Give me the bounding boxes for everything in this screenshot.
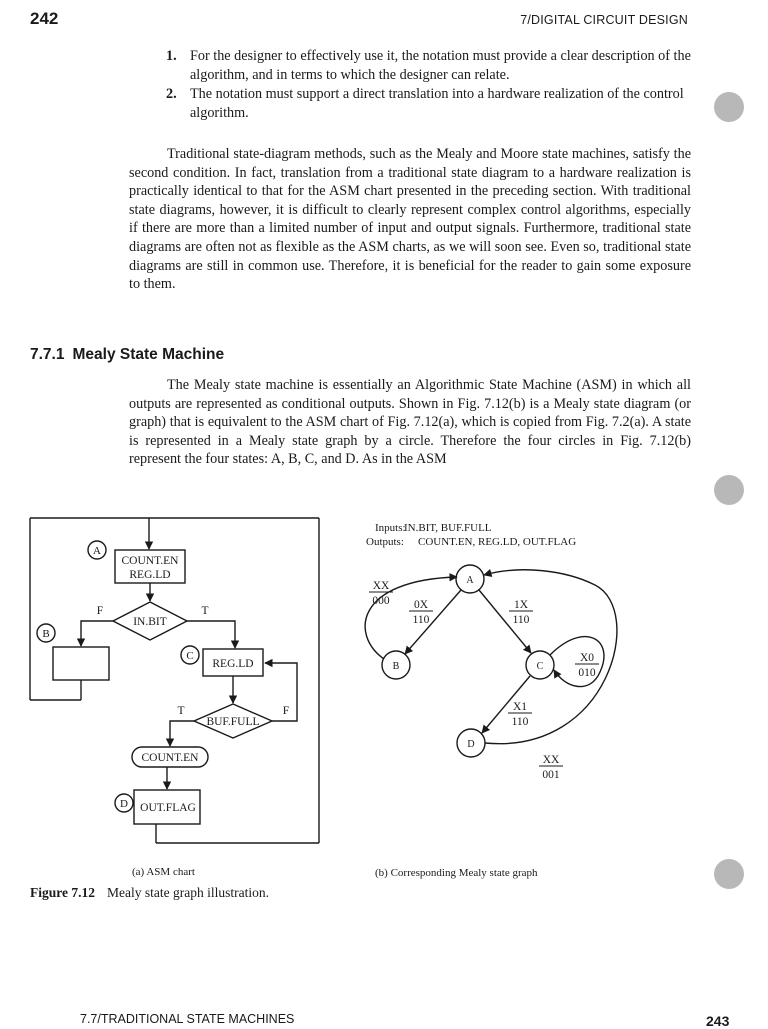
figure-title: Mealy state graph illustration. [107, 885, 269, 900]
inputs-heading: Inputs: [375, 522, 406, 534]
svg-text:X1: X1 [512, 701, 528, 713]
state-label: B [42, 628, 50, 640]
output-label: OUT.FLAG [140, 802, 196, 814]
branch-label: F [282, 705, 290, 717]
state-label: A [466, 575, 474, 586]
svg-text:010: 010 [578, 667, 596, 679]
list-number: 2. [166, 86, 177, 102]
branch-label: F [96, 605, 104, 617]
list-number: 1. [166, 48, 177, 64]
section-title: Mealy State Machine [72, 346, 225, 363]
svg-text:XX: XX [542, 754, 560, 766]
branch-label: T [177, 705, 185, 717]
transition-label [409, 599, 433, 626]
section-heading [30, 346, 224, 364]
state-label: B [392, 661, 400, 672]
subfigure-caption-b: (b) Corresponding Mealy state graph [375, 867, 538, 879]
svg-text:110: 110 [412, 614, 430, 626]
branch-label: T [201, 605, 209, 617]
svg-text:001: 001 [542, 769, 560, 781]
figure-label: Figure 7.12 [30, 885, 95, 900]
state-label: C [536, 661, 544, 672]
transition-label [509, 599, 533, 626]
branch-false-loop [265, 663, 297, 721]
transition-label [369, 580, 393, 607]
branch-true [187, 621, 235, 648]
output-label: COUNT.EN [121, 555, 179, 567]
outputs-heading: Outputs: [366, 536, 404, 548]
section-number: 7.7.1 [30, 346, 65, 363]
list-item [166, 47, 691, 84]
punch-hole [714, 859, 744, 889]
state-label: A [93, 545, 101, 557]
list-text: For the designer to effectively use it, the notation must provide a clear description of the algorithm, and in terms to which the designer can relate. [190, 48, 691, 83]
outputs-line [366, 536, 576, 548]
transition-label [539, 754, 563, 781]
state-label: D [467, 739, 475, 750]
svg-text:000: 000 [372, 595, 390, 607]
punch-hole [714, 92, 744, 122]
list-item [166, 85, 691, 122]
requirements-list [166, 47, 691, 123]
running-header: 7/DIGITAL CIRCUIT DESIGN [520, 13, 688, 27]
svg-text:0X: 0X [413, 599, 429, 611]
decision-label: BUF.FULL [206, 716, 260, 728]
transition-label [508, 701, 532, 728]
transition-c-self [550, 637, 604, 687]
body-paragraph: Traditional state-diagram methods, such as the Mealy and Moore state machines, satisfy the second condition. In fact, translation from a traditional state diagram to a hardware realization is practically identical to that for the ASM chart presented in the preceding section. With traditional state diagrams, however, it is difficult to clearly represent complex control algorithms, especially if there are more than a limited number of input and output signals. Furthermore, traditional state diagrams are often not as flexible as the ASM charts, as we will soon see. Even so, traditional state diagrams are still in common use. Therefore, it is beneficial for the reader to gain some exposure to them. [129, 146, 691, 293]
body-paragraph: The Mealy state machine is essentially an Algorithmic State Machine (ASM) in which all outputs are represented as conditional outputs. Shown in Fig. 7.12(b) is a Mealy state diagram (or graph) that is equivalent to the ASM chart of Fig. 7.12(a), which is copied from Fig. 7.2(a). A state is represented in a Mealy state graph by a circle. Therefore the four circles in Fig. 7.12(b) represent the four states: A, B, C, and D. As in the ASM [129, 377, 691, 468]
page-number: 242 [30, 9, 59, 28]
state-box-b [53, 647, 109, 680]
svg-text:XX: XX [372, 580, 390, 592]
page-number: 243 [706, 1013, 730, 1029]
state-label: C [186, 650, 194, 662]
branch-true [170, 721, 194, 746]
subfigure-caption-a: (a) ASM chart [132, 866, 195, 878]
outputs-list: COUNT.EN, REG.LD, OUT.FLAG [418, 536, 577, 548]
branch-false [81, 621, 113, 646]
svg-text:110: 110 [512, 614, 530, 626]
output-label: COUNT.EN [141, 752, 199, 764]
output-label: REG.LD [212, 658, 254, 670]
inputs-line [375, 522, 492, 534]
list-text: The notation must support a direct translation into a hardware realization of the control algorithm. [190, 86, 684, 121]
state-label: D [120, 798, 128, 810]
transition-label [575, 652, 599, 679]
figure-caption [30, 885, 269, 901]
decision-label: IN.BIT [133, 616, 167, 628]
svg-text:X0: X0 [579, 652, 595, 664]
svg-text:110: 110 [511, 716, 529, 728]
inputs-list: IN.BIT, BUF.FULL [404, 522, 492, 534]
running-footer: 7.7/TRADITIONAL STATE MACHINES [80, 1012, 295, 1026]
figure-7-12 [0, 500, 768, 860]
svg-text:1X: 1X [513, 599, 529, 611]
output-label: REG.LD [129, 569, 171, 581]
